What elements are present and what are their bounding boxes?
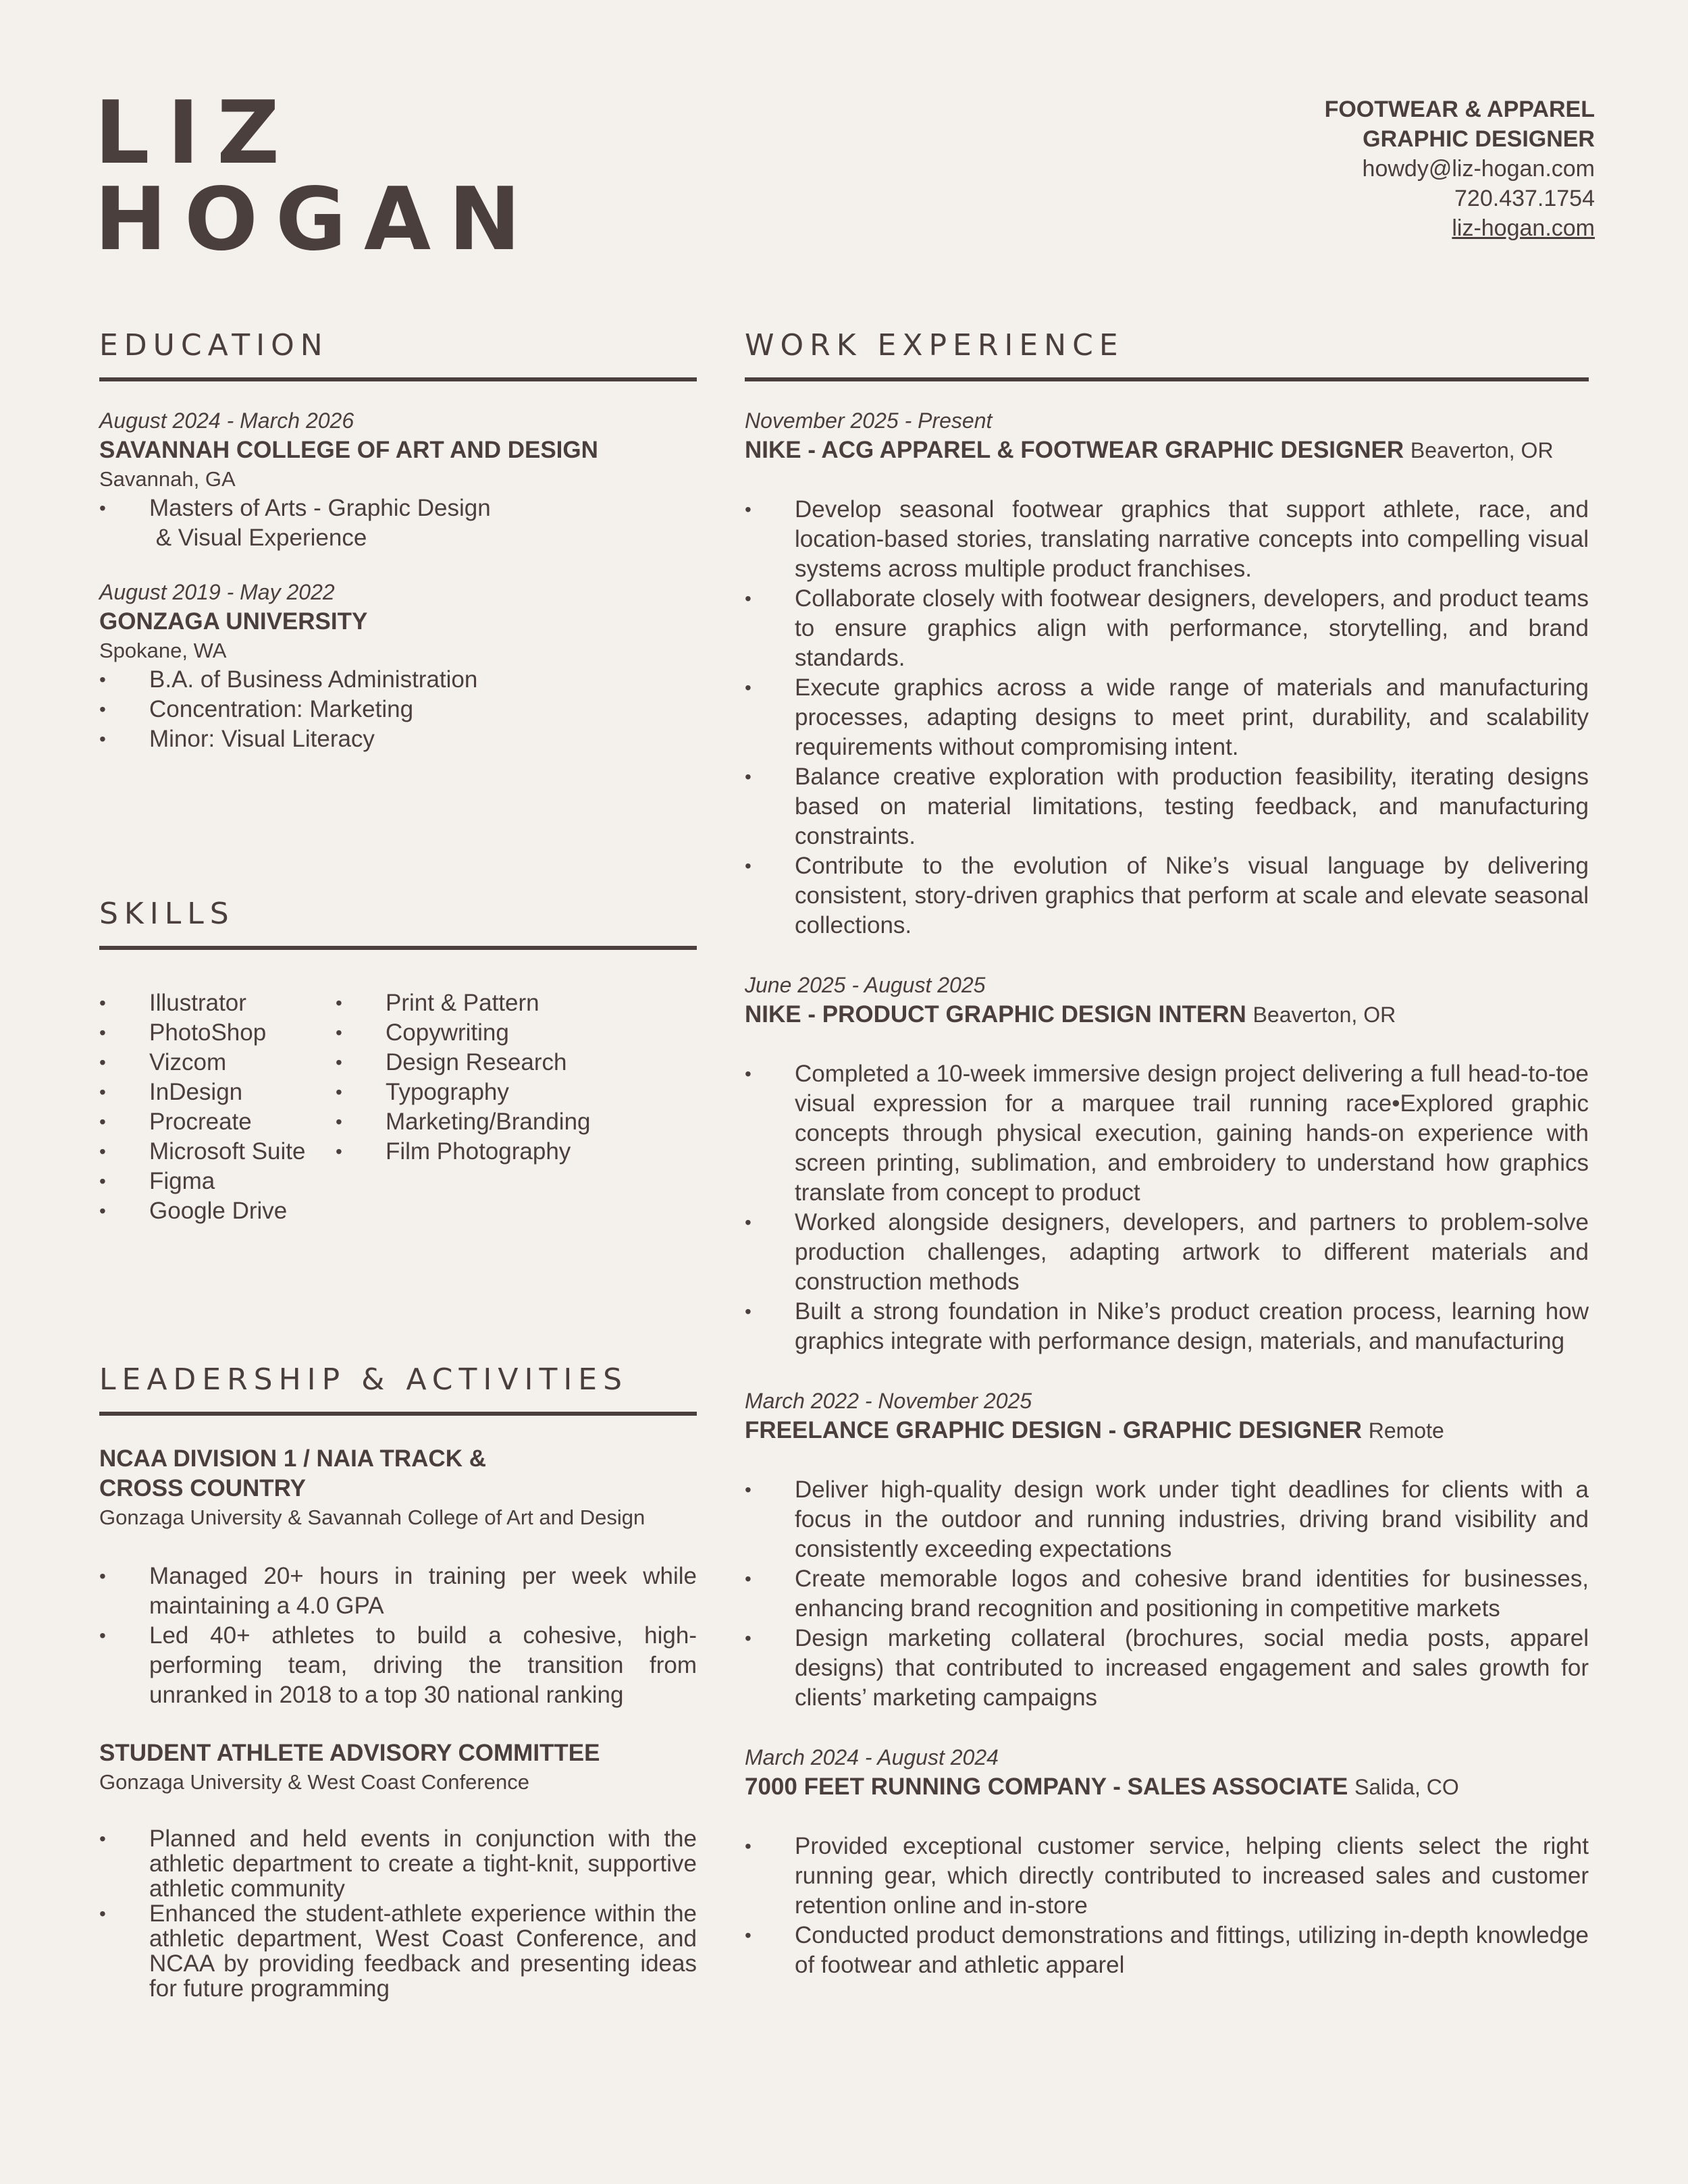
work-bullet: • Develop seasonal footwear graphics that support athlete, race, and location-based stories, translating narrative concepts into compelling visual systems across multiple product franchises. (745, 495, 1589, 584)
work-role: NIKE - ACG APPAREL & FOOTWEAR GRAPHIC DESIGNER Beaverton, OR (745, 437, 1554, 463)
first-name: LIZ (95, 83, 297, 184)
skill-item: • InDesign (99, 1077, 305, 1107)
skill-item: • Illustrator (99, 988, 305, 1018)
work-bullet: • Provided exceptional customer service, helping clients select the right running gear, which directly contributed to increased sales and customer retention online and in-store (745, 1832, 1589, 1921)
education-date: August 2019 - May 2022 (99, 580, 335, 604)
education-date: August 2024 - March 2026 (99, 408, 354, 433)
skill-item: • PhotoShop (99, 1018, 305, 1048)
activity-org: Gonzaga University & Savannah College of Art and Design (99, 1506, 645, 1529)
education-entry (99, 406, 697, 553)
last-name: HOGAN (95, 169, 539, 270)
work-bullets (745, 1475, 1589, 1713)
skills-heading: SKILLS (99, 897, 697, 950)
education-bullets (99, 494, 697, 553)
work-bullet: • Conducted product demonstrations and fittings, utilizing in-depth knowledge of footwear and athletic apparel (745, 1921, 1589, 1980)
leadership-heading: LEADERSHIP & ACTIVITIES (99, 1362, 697, 1416)
skill-item: • Film Photography (336, 1137, 591, 1167)
work-section (745, 328, 1589, 2010)
education-bullet-continued: & Visual Experience (149, 525, 367, 551)
work-location: Beaverton, OR (1410, 438, 1554, 462)
work-entry (745, 406, 1589, 940)
leadership-entry (99, 1738, 697, 2001)
skill-item: • Google Drive (99, 1196, 305, 1226)
education-bullets (99, 665, 697, 754)
skill-item: • Copywriting (336, 1018, 591, 1048)
work-role: NIKE - PRODUCT GRAPHIC DESIGN INTERN Beaverton, OR (745, 1001, 1396, 1028)
contact-block (1325, 95, 1595, 243)
work-date: March 2022 - November 2025 (745, 1389, 1032, 1413)
name-block (95, 83, 539, 270)
activity-bullet: • Led 40+ athletes to build a cohesive, high-performing team, driving the transition from unranked in 2018 to a top 30 national ranking (99, 1621, 697, 1710)
work-bullet: • Create memorable logos and cohesive brand identities for businesses, enhancing brand recognition and positioning in competitive markets (745, 1564, 1589, 1624)
activity-bullet: • Enhanced the student-athlete experience within the athletic department, West Coast Conference, and NCAA by providing feedback and presenting ideas for future programming (99, 1901, 697, 2001)
activity-bullets (99, 1562, 697, 1710)
work-location: Salida, CO (1354, 1775, 1459, 1799)
work-entry (745, 1742, 1589, 1980)
work-bullet: • Deliver high-quality design work under tight deadlines for clients with a focus in the outdoor and running industries, driving brand visibility and consistently exceeding expectations (745, 1475, 1589, 1564)
work-bullet: • Design marketing collateral (brochures, social media posts, apparel designs) that contributed to increased engagement and sales growth for clients’ marketing campaigns (745, 1624, 1589, 1713)
leadership-entry (99, 1444, 697, 1710)
education-bullet: • Concentration: Marketing (99, 695, 697, 724)
work-entry (745, 1386, 1589, 1713)
education-entry (99, 577, 697, 754)
work-heading: WORK EXPERIENCE (745, 328, 1589, 381)
work-date: March 2024 - August 2024 (745, 1745, 999, 1769)
work-location: Beaverton, OR (1252, 1003, 1396, 1027)
work-bullet: • Built a strong foundation in Nike’s product creation process, learning how graphics integrate with performance design, materials, and manufacturing (745, 1297, 1589, 1356)
skill-item: • Procreate (99, 1107, 305, 1137)
skills-list-2 (336, 988, 591, 1167)
activity-title-line2: CROSS COUNTRY (99, 1475, 306, 1501)
work-bullets (745, 1832, 1589, 1980)
work-date: June 2025 - August 2025 (745, 973, 986, 997)
school-location: Spokane, WA (99, 639, 227, 662)
job-title-line1: FOOTWEAR & APPAREL (1324, 97, 1595, 122)
work-bullet: • Balance creative exploration with production feasibility, iterating designs based on material limitations, testing feedback, and manufacturing constraints. (745, 762, 1589, 851)
school-name: SAVANNAH COLLEGE OF ART AND DESIGN (99, 437, 598, 463)
education-bullet: • Masters of Arts - Graphic Design (99, 494, 697, 523)
work-bullet: • Completed a 10-week immersive design project delivering a full head-to-toe visual expression for a marquee trail running race•Explored graphic concepts through physical execution, gaining hands-on experience with screen printing, sublimation, and embroidery to understand how graphics translate from concept to product (745, 1059, 1589, 1208)
skill-item: • Print & Pattern (336, 988, 591, 1018)
activity-title: NCAA DIVISION 1 / NAIA TRACK & (99, 1445, 486, 1472)
skill-item: • Microsoft Suite (99, 1137, 305, 1167)
activity-bullet: • Planned and held events in conjunction with the athletic department to create a tight-knit, supportive athletic community (99, 1826, 697, 1901)
work-bullets (745, 495, 1589, 940)
skills-list-1 (99, 988, 305, 1226)
education-bullet: • B.A. of Business Administration (99, 665, 697, 695)
activity-bullets (99, 1826, 697, 2001)
education-bullet: • Minor: Visual Literacy (99, 724, 697, 754)
work-bullet: • Worked alongside designers, developers, and partners to problem-solve production challenges, adapting artwork to different materials and construction methods (745, 1208, 1589, 1297)
skill-item: • Figma (99, 1167, 305, 1196)
work-bullet: • Contribute to the evolution of Nike’s visual language by delivering consistent, story-driven graphics that perform at scale and elevate seasonal collections. (745, 851, 1589, 940)
email-link[interactable]: howdy@liz-hogan.com (1362, 156, 1595, 182)
work-entry (745, 970, 1589, 1356)
work-bullet: • Execute graphics across a wide range of materials and manufacturing processes, adapting designs to meet print, durability, and scalability requirements without compromising intent. (745, 673, 1589, 762)
work-role: FREELANCE GRAPHIC DESIGN - GRAPHIC DESIGNER Remote (745, 1417, 1444, 1443)
website-link[interactable]: liz-hogan.com (1452, 215, 1595, 241)
activity-bullet: • Managed 20+ hours in training per week while maintaining a 4.0 GPA (99, 1562, 697, 1621)
work-role: 7000 FEET RUNNING COMPANY - SALES ASSOCIATE Salida, CO (745, 1774, 1459, 1800)
education-section (99, 328, 697, 784)
job-title-line2: GRAPHIC DESIGNER (1363, 126, 1595, 152)
leadership-section (99, 1362, 697, 2031)
school-name: GONZAGA UNIVERSITY (99, 608, 368, 635)
activity-title: STUDENT ATHLETE ADVISORY COMMITTEE (99, 1740, 600, 1766)
work-bullets (745, 1059, 1589, 1356)
skill-item: • Typography (336, 1077, 591, 1107)
work-bullet: • Collaborate closely with footwear designers, developers, and product teams to ensure graphics align with performance, storytelling, and brand standards. (745, 584, 1589, 673)
skills-section (99, 897, 697, 950)
skill-item: • Design Research (336, 1048, 591, 1077)
skill-item: • Marketing/Branding (336, 1107, 591, 1137)
work-location: Remote (1368, 1418, 1444, 1443)
phone-number: 720.437.1754 (1454, 186, 1595, 211)
work-date: November 2025 - Present (745, 408, 993, 433)
activity-org: Gonzaga University & West Coast Conference (99, 1770, 529, 1794)
skill-item: • Vizcom (99, 1048, 305, 1077)
education-heading: EDUCATION (99, 328, 697, 381)
school-location: Savannah, GA (99, 467, 236, 491)
